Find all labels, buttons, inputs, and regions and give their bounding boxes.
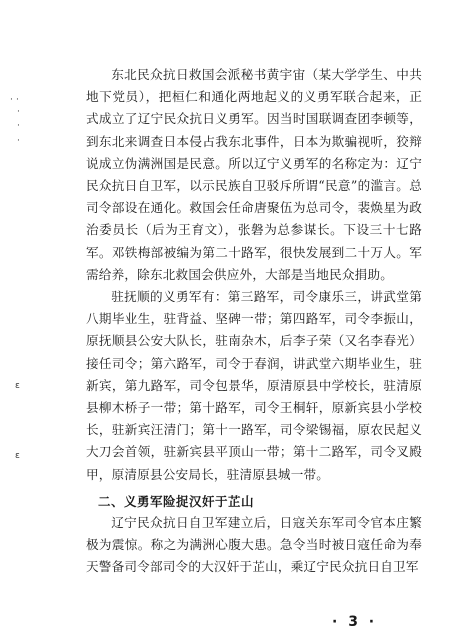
body-paragraph: 辽宁民众抗日自卫军建立后，日寇关东军司令官本庄繁极为震惊。称之为满洲心腹大患。急令当时被日寇任命为奉天警备司令部司令的大汉奸于芷山，乘辽宁民众抗日自卫军 xyxy=(86,515,422,575)
binding-mark: · xyxy=(17,136,20,146)
page-number: · 3 · xyxy=(332,614,378,630)
binding-mark: · xyxy=(17,107,20,117)
binding-mark: · xyxy=(16,95,19,105)
body-paragraph: 东北民众抗日救国会派秘书黄宇宙（某大学学生、中共地下党员），把桓仁和通化两地起义的义勇军联合起来，正式成立了辽宁民众抗日义勇军。因当时国联调查团李顿等，到东北来调查日本侵占我东北事件，日本为欺骗视听，狡辩说成立伪满洲国是民意。所以辽宁义勇军的名称定为：辽宁民众抗日自卫军，以示民族自卫驳斥所谓“民意”的滥言。总司令部设在通化。救国会任命唐聚伍为总司令，裴焕星为政治委员长（后为王育文），张磐为总参谋长。下设三十七路军。邓铁梅部被编为第二十路军，很快发展到二十万人。军需给养，除东北救国会供应外，大部是当地民众捐助。 xyxy=(86,67,422,282)
body-text-upper xyxy=(86,64,422,486)
binding-mark: ε xyxy=(15,451,20,461)
section-heading: 二、义勇军险捉汉奸于芷山 xyxy=(98,494,255,509)
body-text-lower xyxy=(86,512,422,579)
binding-mark: · xyxy=(10,95,13,105)
body-paragraph: 驻抚顺的义勇军有：第三路军，司令康乐三，讲武堂第八期毕业生，驻背益、坚碑一带；第四路军，司令李振山，原抚顺县公安大队长，驻南杂木，后李子荣（又名李春光）接任司令；第六路军，司令于春润，讲武堂六期毕业生，驻新宾，第九路军，司令包景华，原清原县中学校长，驻清原县柳木桥子一带；第十路军，司令王桐轩，原新宾县小学校长，驻新宾汪清门；第十一路军，司令梁锡福，原农民起义大刀会首领，驻新宾县平顶山一带；第十二路军，司令叉殿甲，原清原县公安局长，驻清原县城一带。 xyxy=(86,289,422,482)
binding-mark: · xyxy=(17,121,20,131)
binding-mark: ε xyxy=(15,381,20,391)
